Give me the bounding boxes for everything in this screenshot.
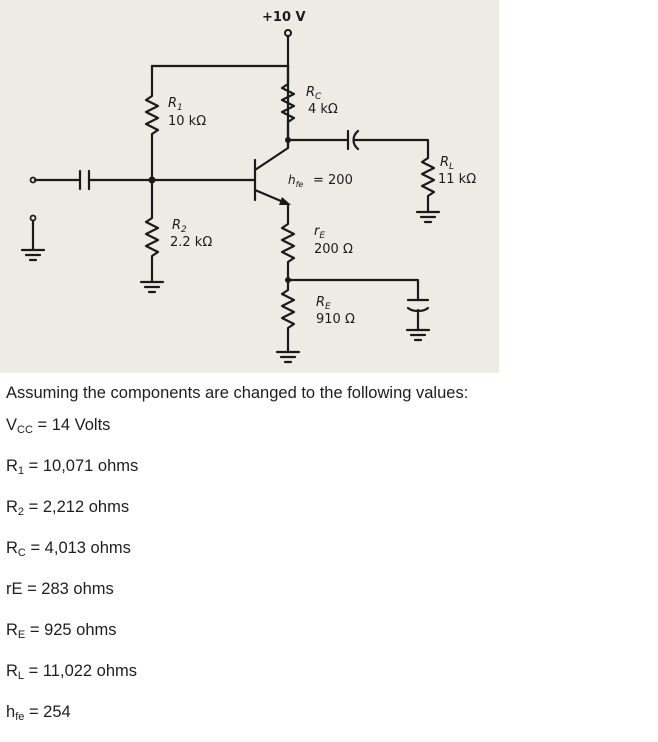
collector-junction-dot (285, 137, 291, 143)
re-small-label: $r_E$ (314, 224, 326, 241)
r2-label: $R_2$ (172, 218, 187, 235)
value-vcc: $V_{CC} = 14$ Volts (6, 416, 111, 436)
value-re-small: rE = 283 ohms (6, 580, 114, 598)
value-hfe: $h_{fe} = 254$ (6, 703, 71, 723)
value-re: $R_E = 925$ ohms (6, 621, 117, 641)
value-r1: $R_1 = 10,071$ ohms (6, 457, 139, 477)
rc-label: $R_C$ (306, 85, 322, 102)
intro-text: Assuming the components are changed to the following values: (6, 384, 469, 402)
r2-value: 2.2 kΩ (170, 235, 213, 250)
value-rl: $R_L = 11,022$ ohms (6, 662, 138, 682)
hfe-label: $h_{fe}$ (288, 173, 304, 189)
value-rc: $R_C = 4,013$ ohms (6, 539, 131, 559)
re-label: $R_E$ (316, 295, 331, 312)
re-small-value: 200 Ω (314, 242, 353, 257)
value-r2: $R_2 = 2,212$ ohms (6, 498, 130, 518)
r1-value: 10 kΩ (168, 114, 207, 129)
hfe-value: = 200 (313, 173, 353, 188)
circuit-diagram (0, 0, 499, 373)
supply-label: +10 V (262, 10, 306, 25)
r1-label: $R_1$ (168, 96, 183, 113)
question-text (6, 382, 468, 742)
rc-value: 4 kΩ (308, 102, 338, 117)
rl-value: 11 kΩ (438, 172, 477, 187)
emitter-junction-dot (285, 277, 291, 283)
re-value: 910 Ω (316, 312, 355, 327)
rl-label: $R_L$ (440, 155, 455, 172)
base-junction-dot (149, 177, 156, 184)
